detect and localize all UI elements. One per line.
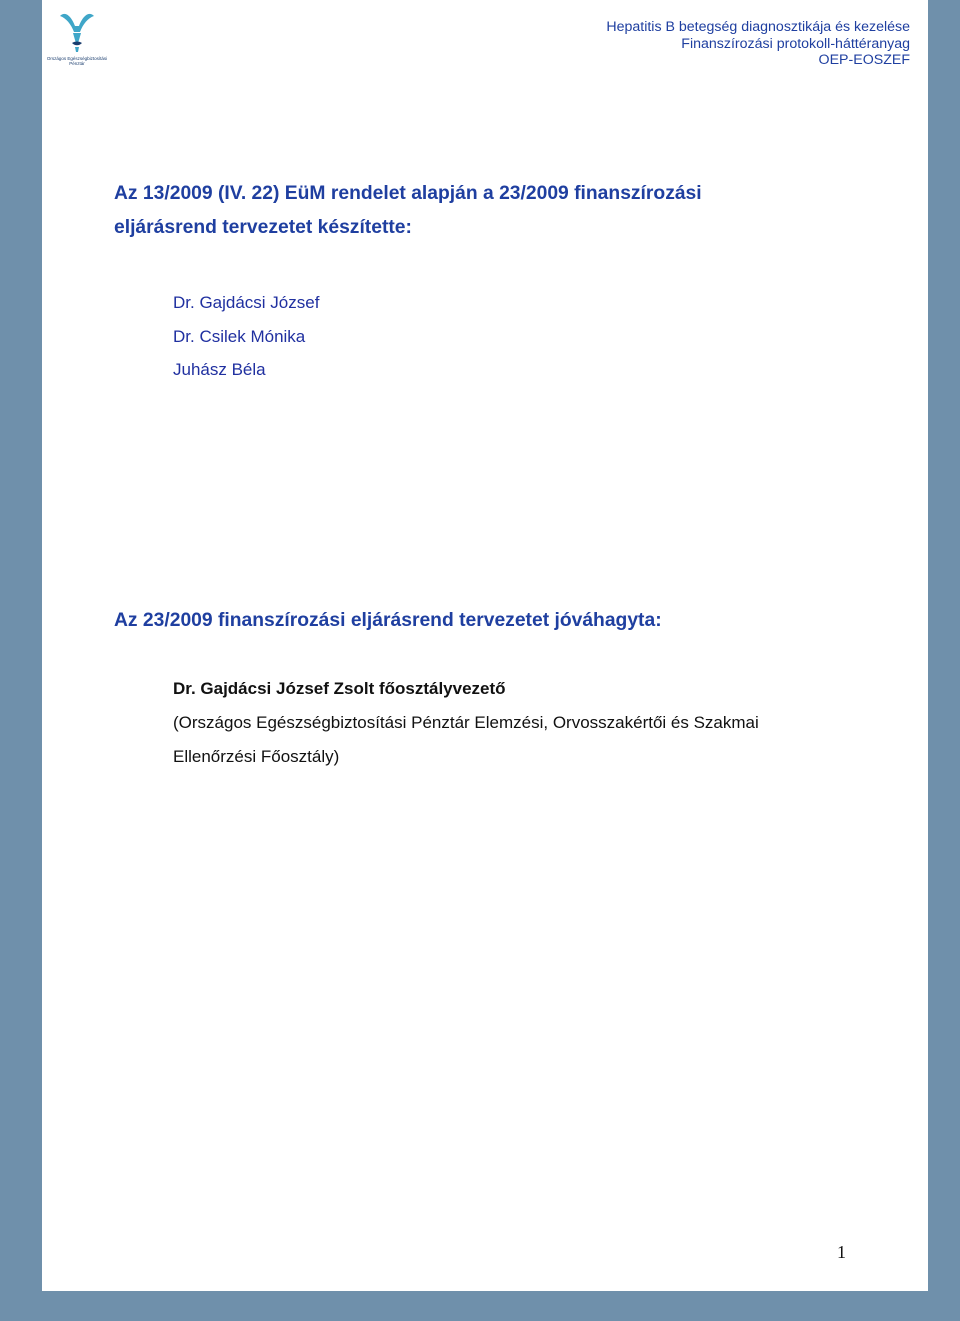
logo-caption	[42, 56, 112, 66]
prepared-by-heading-line1: Az 13/2009 (IV. 22) EüM rendelet alapján a 23/2009 finanszírozási	[114, 183, 702, 204]
header-line-3: OEP-EOSZEF	[818, 52, 910, 68]
logo-emblem-icon	[42, 8, 112, 56]
authors-list	[173, 286, 319, 387]
page-number: 1	[837, 1242, 846, 1262]
approver-org-line1: (Országos Egészségbiztosítási Pénztár Elemzési, Orvosszakértői és Szakmai	[173, 713, 759, 732]
approved-by-heading: Az 23/2009 finanszírozási eljárásrend tervezetet jóváhagyta:	[114, 610, 662, 631]
approver-name: Dr. Gajdácsi József Zsolt főosztályvezető	[173, 679, 506, 698]
approver-org-line2: Ellenőrzési Főosztály)	[173, 747, 340, 766]
logo-caption-line1: Országos Egészségbiztosítási	[46, 56, 108, 61]
prepared-by-heading-line2: eljárásrend tervezetet készítette:	[114, 217, 412, 238]
header-line-1: Hepatitis B betegség diagnosztikája és kezelése	[606, 19, 910, 35]
prepared-by-heading	[114, 177, 874, 245]
approver-block	[173, 672, 893, 774]
running-header	[606, 19, 910, 69]
logo-caption-line2: Pénztár	[69, 61, 85, 66]
oep-logo	[42, 8, 112, 68]
author-item: Dr. Csilek Mónika	[173, 326, 306, 346]
author-item: Dr. Gajdácsi József	[173, 293, 320, 312]
document-page	[42, 0, 928, 1291]
header-line-2: Finanszírozási protokoll-háttéranyag	[681, 35, 910, 52]
author-item: Juhász Béla	[173, 360, 266, 379]
